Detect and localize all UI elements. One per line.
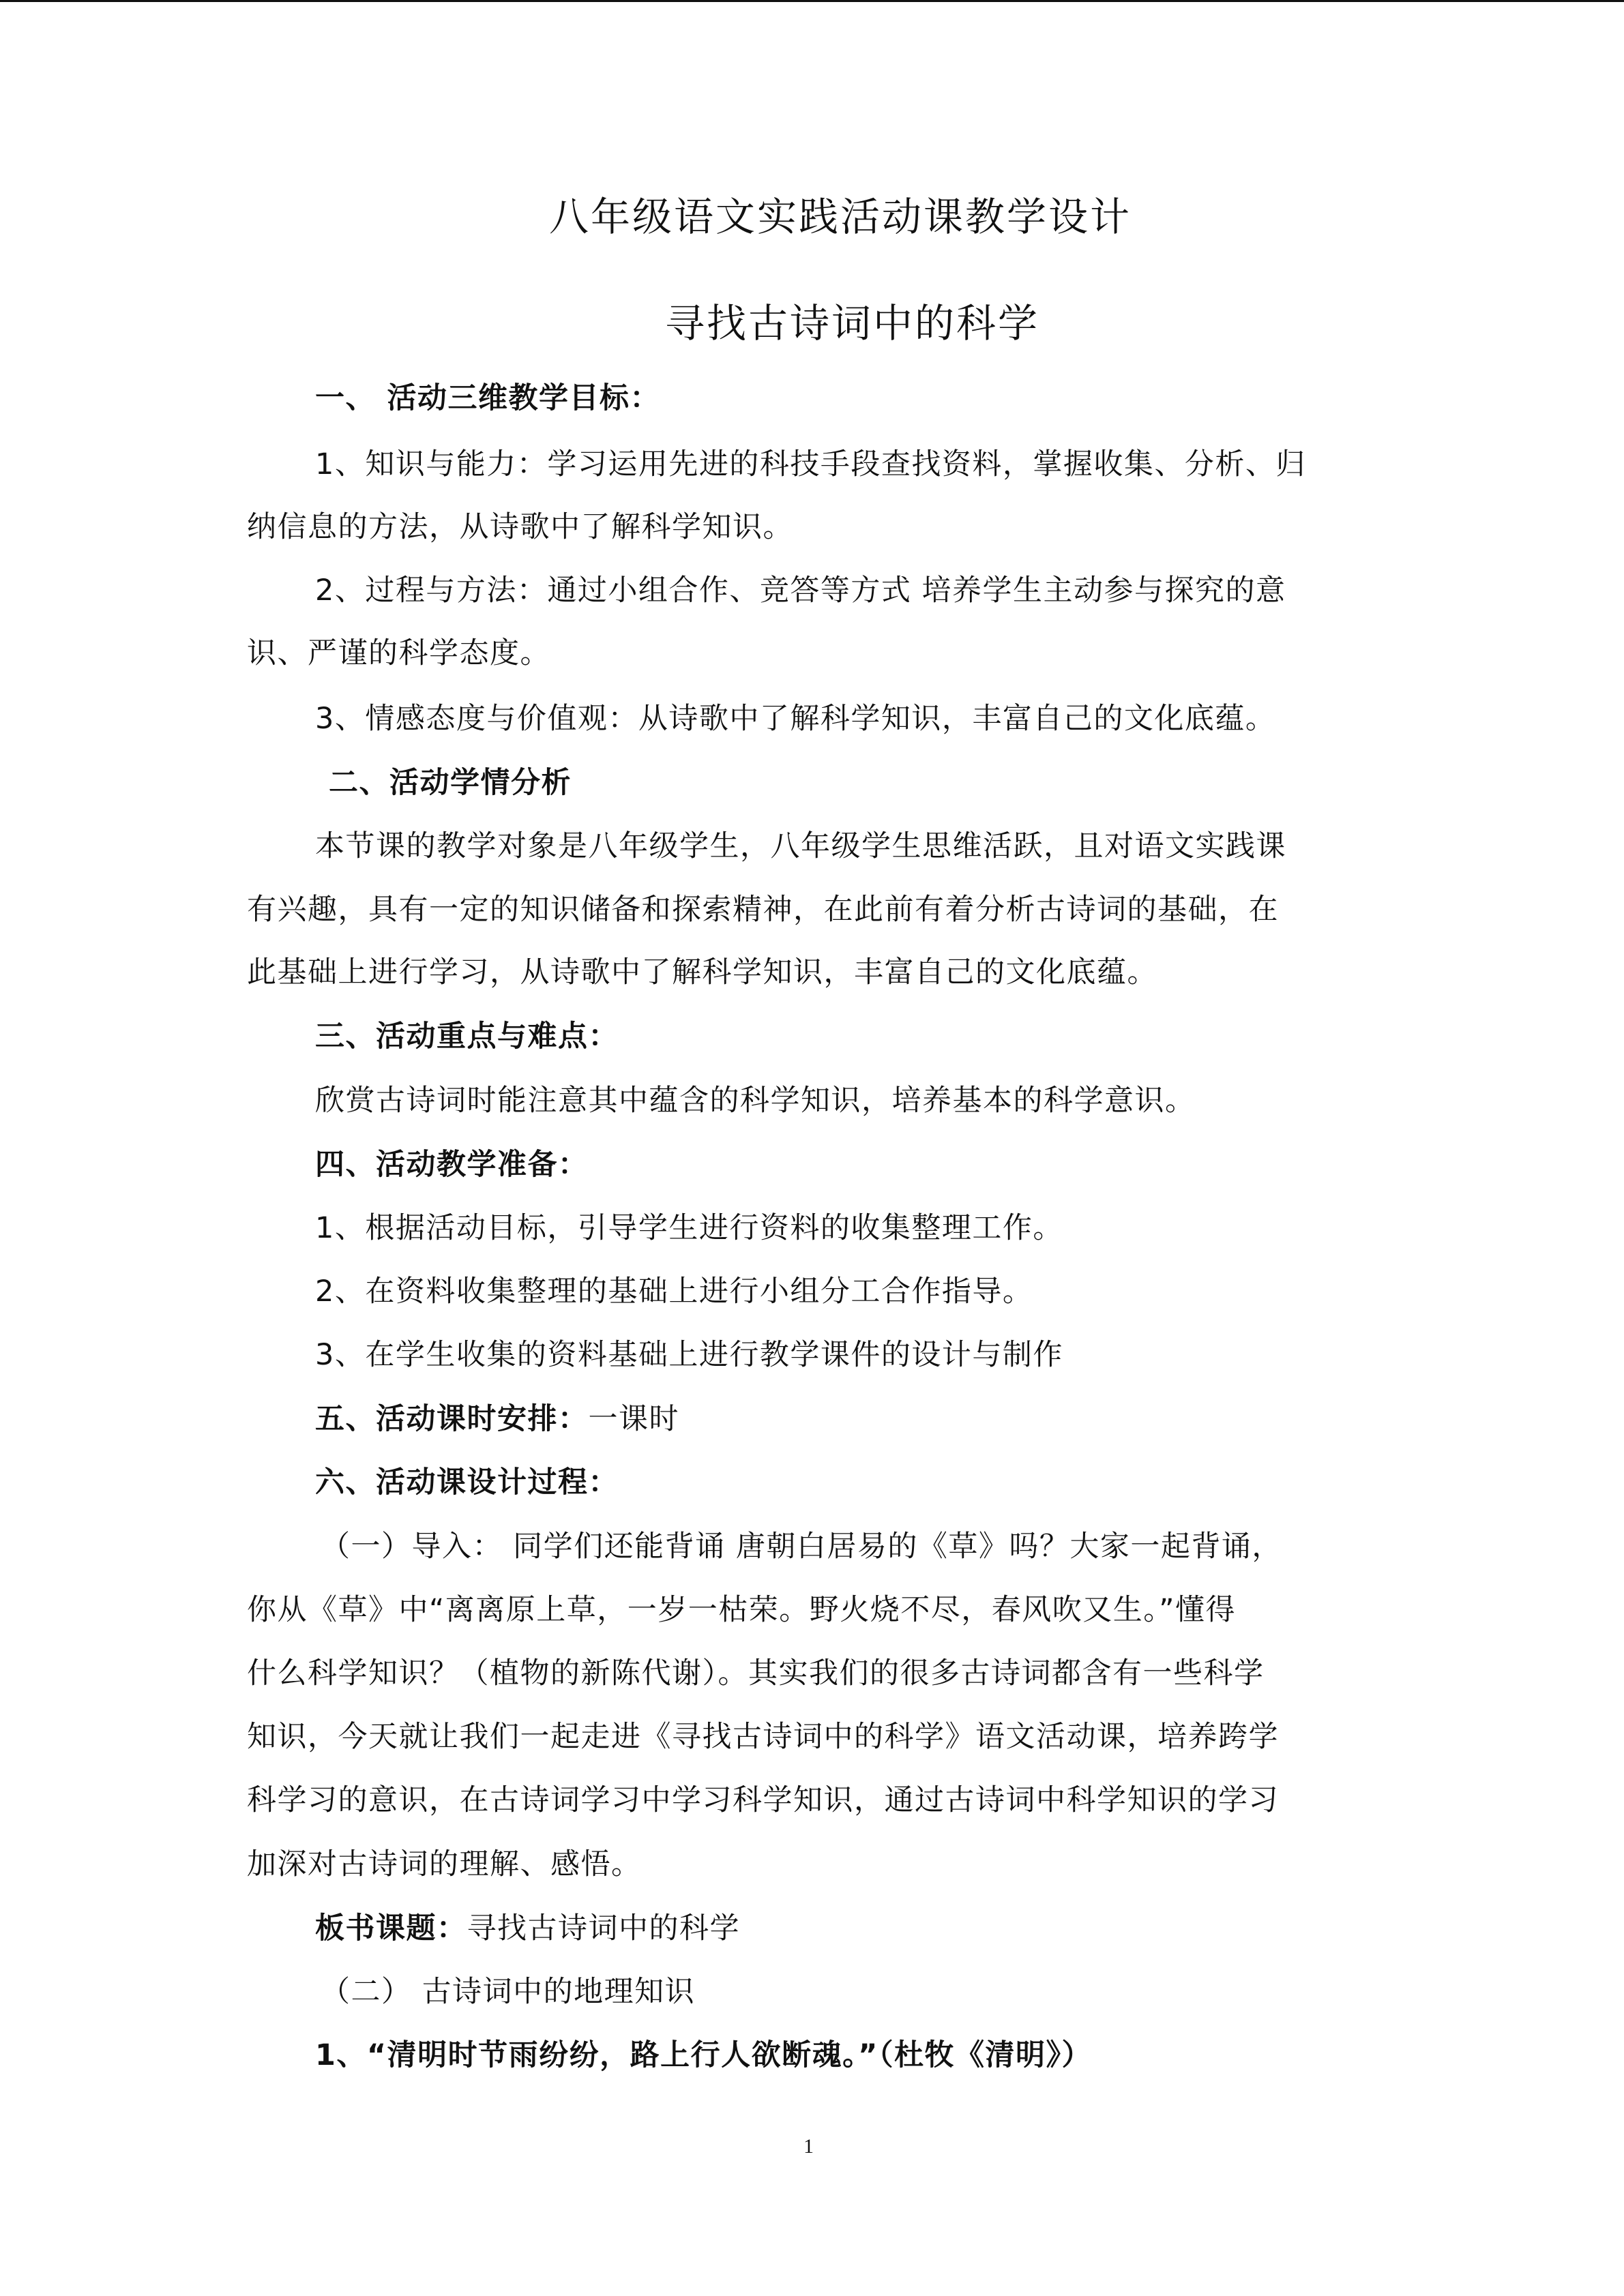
intro-line4: 知识，今天就让我们一起走进《寻找古诗词中的科学》语文活动课，培养跨学 <box>247 1720 1279 1754</box>
section4-item1: 1、根据活动目标，引导学生进行资料的收集整理工作。 <box>315 1211 1063 1245</box>
intro-line1: （一）导入： 同学们还能背诵 唐朝白居易的《草》吗？大家一起背诵， <box>321 1530 1282 1564</box>
section1-paragraph3-line1: 3、情感态度与价值观：从诗歌中了解科学知识，丰富自己的文化底蕴。 <box>315 702 1276 736</box>
section2-line3: 此基础上进行学习，从诗歌中了解科学知识，丰富自己的文化底蕴。 <box>247 955 1157 989</box>
section3-line1: 欣赏古诗词时能注意其中蕴含的科学知识，培养基本的科学意识。 <box>315 1084 1196 1118</box>
section5-line <box>315 1400 679 1438</box>
section1-paragraph2-line1: 2、过程与方法：通过小组合作、竞答等方式 培养学生主动参与探究的意 <box>315 573 1286 608</box>
section5-heading: 五、活动课时安排： <box>315 1402 589 1436</box>
section4-item3: 3、在学生收集的资料基础上进行教学课件的设计与制作 <box>315 1338 1063 1372</box>
intro-line5: 科学习的意识，在古诗词学习中学习科学知识，通过古诗词中科学知识的学习 <box>247 1783 1279 1817</box>
section1-paragraph1-line1: 1、知识与能力：学习运用先进的科技手段查找资料，掌握收集、分析、归 <box>315 447 1306 481</box>
intro-line3: 什么科学知识？（植物的新陈代谢）。其实我们的很多古诗词都含有一些科学 <box>247 1656 1265 1690</box>
intro-line2: 你从《草》中“离离原上草，一岁一枯荣。野火烧不尽，春风吹又生。”懂得 <box>247 1593 1237 1627</box>
poem1-line: 1、“清明时节雨纷纷，路上行人欲断魂。”（杜牧《清明》） <box>315 2038 1092 2072</box>
section2-line2: 有兴趣，具有一定的知识储备和探索精神，在此前有着分析古诗词的基础，在 <box>247 893 1279 927</box>
section1-heading: 一、 活动三维教学目标： <box>315 381 660 415</box>
section2-heading: 二、活动学情分析 <box>329 766 572 800</box>
section5-value: 一课时 <box>588 1402 679 1436</box>
section3-heading: 三、活动重点与难点： <box>315 1019 619 1054</box>
intro-line6: 加深对古诗词的理解、感悟。 <box>247 1847 642 1881</box>
board-title-line <box>315 1909 740 1948</box>
top-border-rule <box>0 0 1624 2</box>
board-title-label: 板书课题： <box>315 1911 467 1945</box>
document-title: 八年级语文实践活动课教学设计 <box>549 194 1132 240</box>
board-title-value: 寻找古诗词中的科学 <box>467 1911 740 1945</box>
section1-paragraph2-line2: 识、严谨的科学态度。 <box>247 636 550 670</box>
part2-heading: （二） 古诗词中的地理知识 <box>321 1975 696 2009</box>
section4-item2: 2、在资料收集整理的基础上进行小组分工合作指导。 <box>315 1274 1033 1309</box>
page-number: 1 <box>803 2135 814 2158</box>
section2-line1: 本节课的教学对象是八年级学生，八年级学生思维活跃，且对语文实践课 <box>315 829 1286 863</box>
section4-heading: 四、活动教学准备： <box>315 1148 589 1182</box>
section6-heading: 六、活动课设计过程： <box>315 1465 619 1500</box>
section1-paragraph1-line2: 纳信息的方法，从诗歌中了解科学知识。 <box>247 510 793 544</box>
document-subtitle: 寻找古诗词中的科学 <box>665 300 1040 346</box>
